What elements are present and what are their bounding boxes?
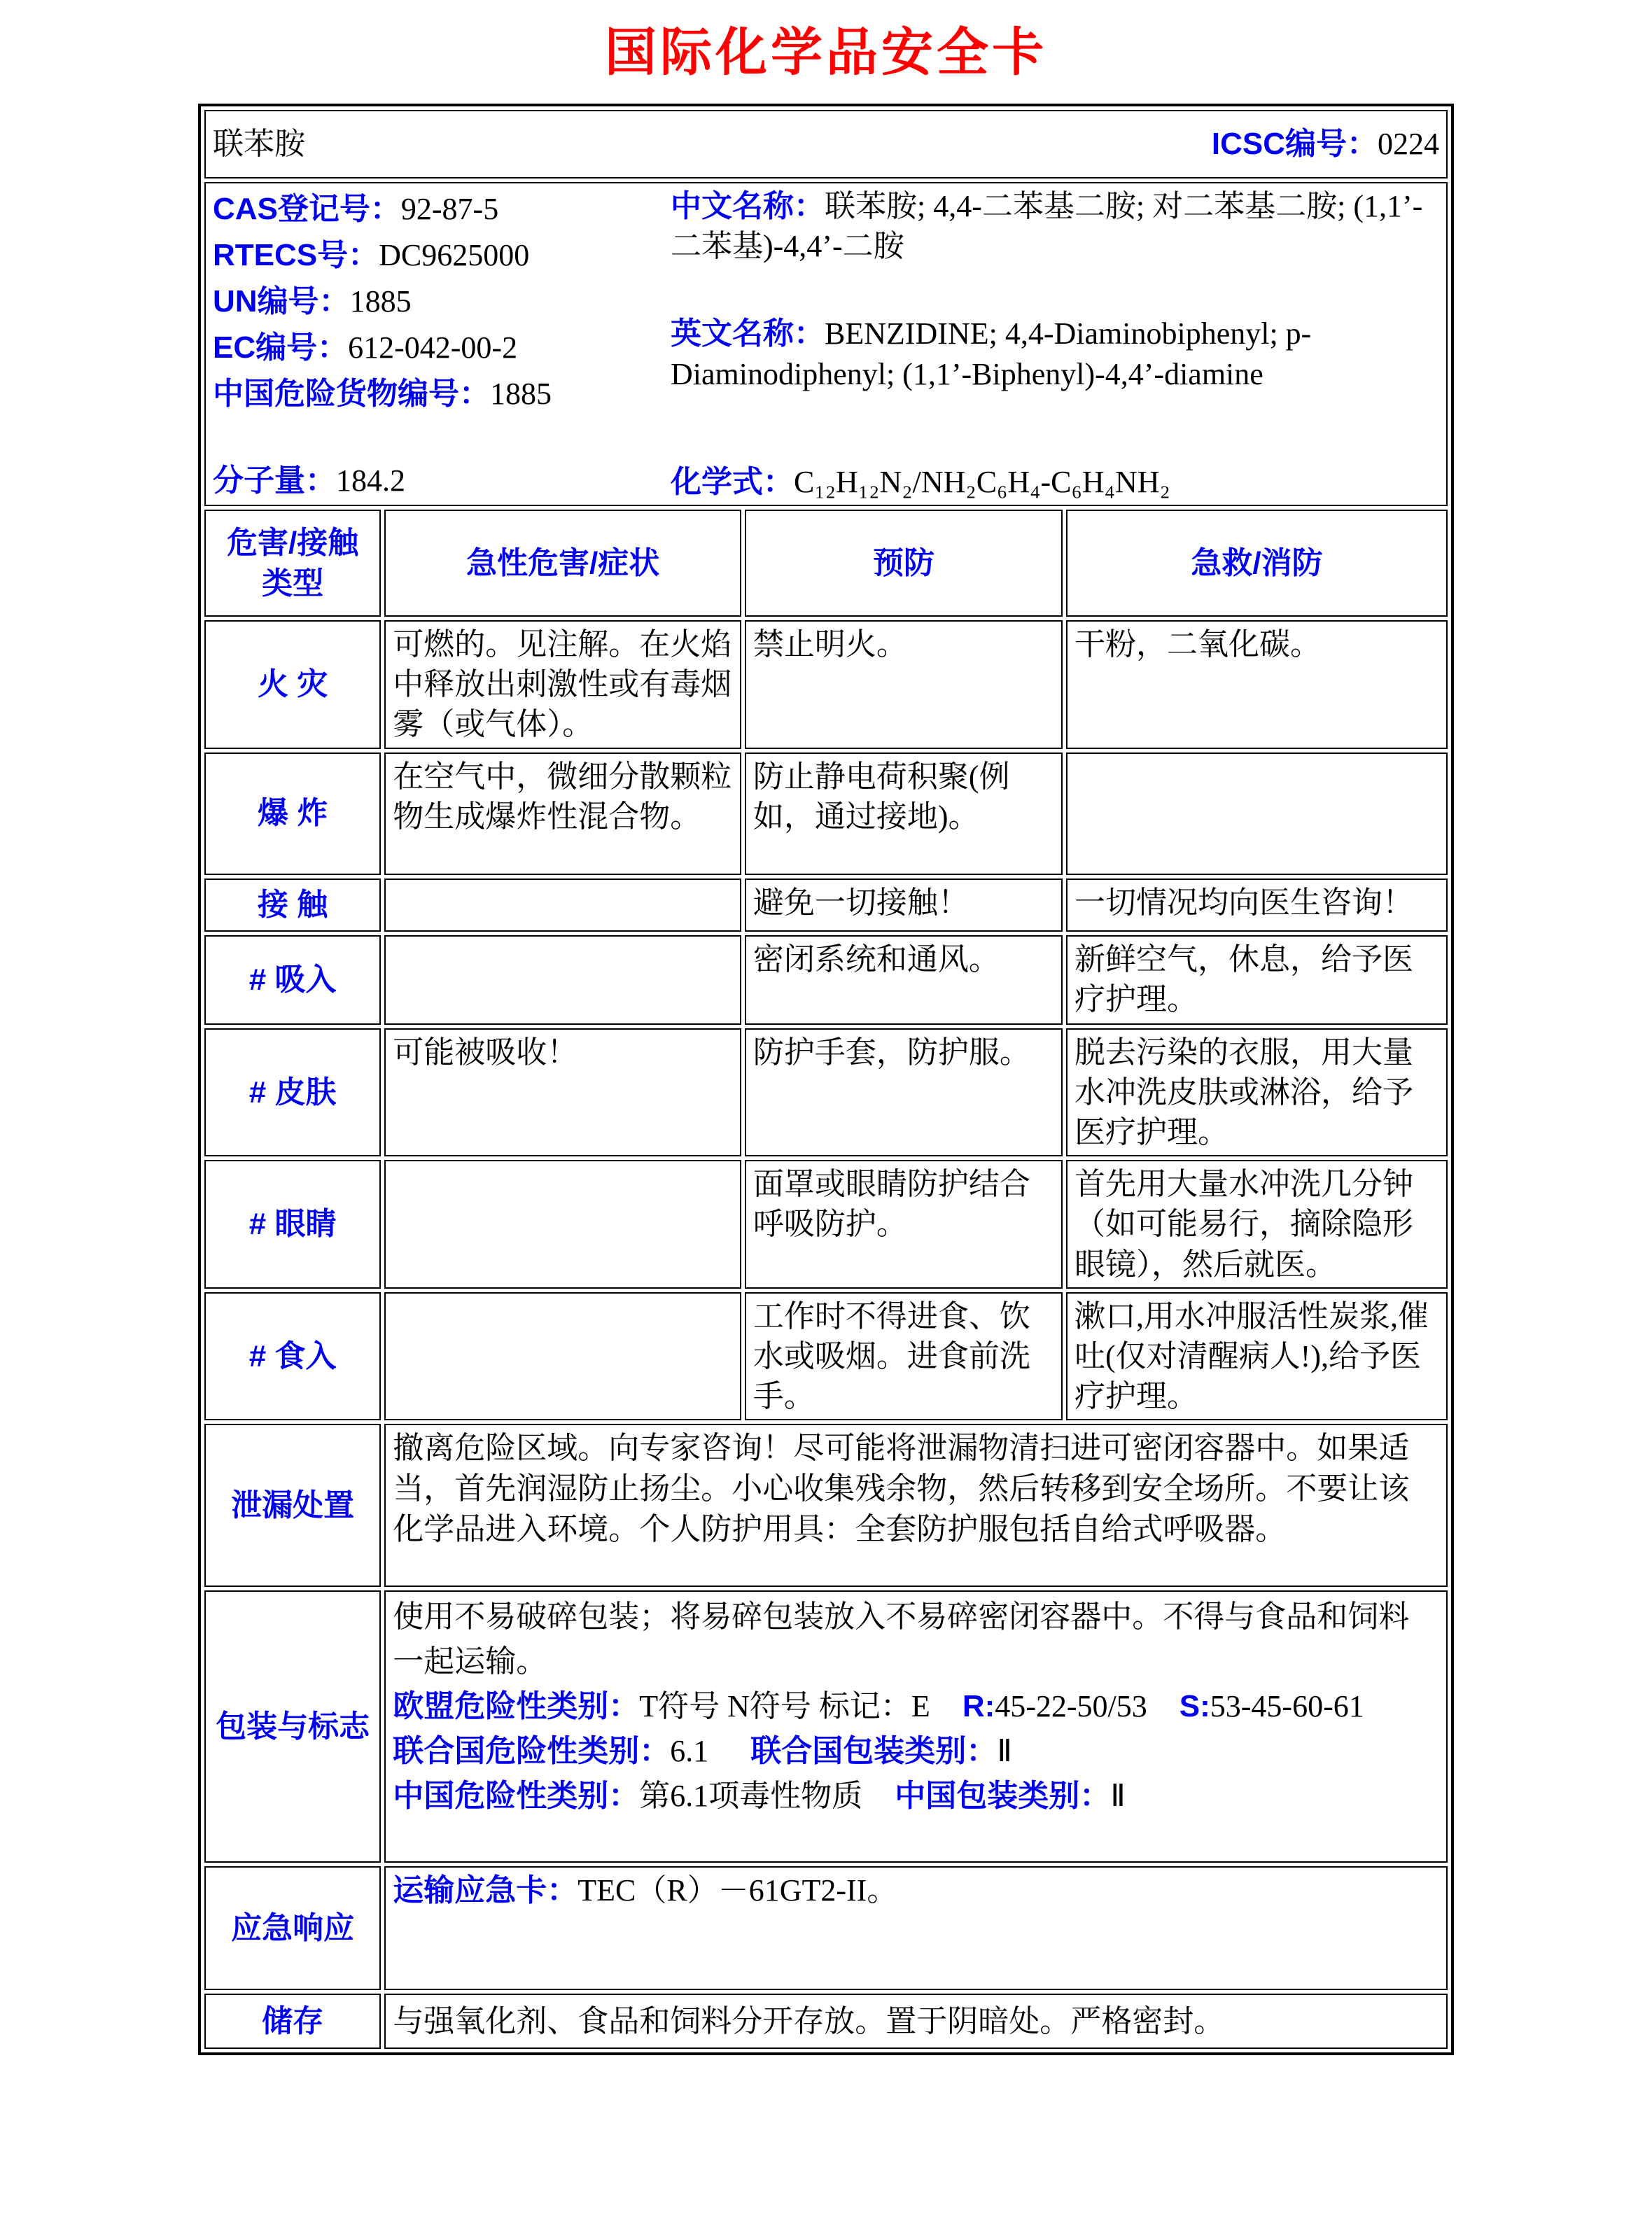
identification-row (204, 182, 1448, 506)
un-value: 1885 (349, 284, 412, 318)
cn-class-line (393, 1774, 1439, 1819)
china-dg-label: 中国危险货物编号： (213, 377, 490, 411)
molecular-weight-value: 184.2 (336, 463, 405, 498)
symptoms-cell (384, 1292, 741, 1421)
transport-card-value: TEC（R）－61GT2-II。 (578, 1873, 898, 1908)
first-aid-cell (1066, 752, 1448, 875)
english-name-value: BENZIDINE; 4,4-Diaminobiphenyl; p-Diaminodiphenyl; (1,1’-Biphenyl)-4,4’-diamine (671, 316, 1312, 391)
hazard-row-inhalation (204, 935, 1448, 1025)
prevention-cell: 避免一切接触！ (745, 878, 1063, 932)
hazard-row-explosion (204, 752, 1448, 875)
registry-line-china (213, 371, 668, 417)
china-dg-value: 1885 (490, 377, 552, 411)
symptoms-cell: 在空气中，微细分散颗粒物生成爆炸性混合物。 (384, 752, 741, 875)
first-aid-cell: 干粉，二氧化碳。 (1066, 620, 1448, 749)
prevention-cell: 防止静电荷积聚(例如，通过接地)。 (745, 752, 1063, 875)
first-aid-cell: 新鲜空气，休息，给予医疗护理。 (1066, 935, 1448, 1025)
formula-line (671, 462, 1439, 502)
symptoms-cell (384, 878, 741, 932)
hazard-header-prevention: 预防 (745, 510, 1063, 617)
icsc-number-group (1212, 124, 1439, 164)
symptoms-cell: 可燃的。见注解。在火焰中释放出刺激性或有毒烟雾（或气体）。 (384, 620, 741, 749)
hazard-header-symptoms: 急性危害/症状 (384, 510, 741, 617)
un-pack-label: 联合国包装类别： (750, 1734, 997, 1769)
emergency-section-row (204, 1866, 1448, 1990)
substance-name: 联苯胺 (213, 127, 305, 162)
ec-label: EC编号： (213, 330, 349, 365)
card-header-row (204, 110, 1448, 178)
emergency-content (384, 1866, 1448, 1990)
transport-card-label: 运输应急卡： (393, 1873, 578, 1908)
page-title: 国际化学品安全卡 (605, 23, 1047, 81)
english-name-label: 英文名称： (671, 316, 825, 351)
prevention-cell: 禁止明火。 (745, 620, 1063, 749)
icsc-number: 0224 (1378, 127, 1439, 162)
un-class-label: 联合国危险性类别： (393, 1734, 671, 1769)
registry-line-cas (213, 186, 668, 232)
eu-class-value: T符号 N符号 标记：E (639, 1689, 930, 1724)
spill-section-label: 泄漏处置 (204, 1424, 381, 1587)
symptoms-cell (384, 1160, 741, 1289)
names-column (668, 186, 1439, 502)
un-label: UN编号： (213, 284, 350, 318)
storage-section-label: 储存 (204, 1994, 381, 2049)
hazard-header-first-aid: 急救/消防 (1066, 510, 1448, 617)
hazard-row-skin (204, 1028, 1448, 1157)
english-name-line (671, 314, 1439, 393)
hazard-type-label: # 眼睛 (204, 1160, 381, 1289)
prevention-cell: 密闭系统和通风。 (745, 935, 1063, 1025)
molecular-weight-line (213, 460, 668, 502)
icsc-page (0, 11, 1652, 2219)
registry-line-rtecs (213, 232, 668, 279)
formula-label: 化学式： (671, 464, 794, 499)
hazard-row-eyes (204, 1160, 1448, 1289)
first-aid-cell: 漱口,用水冲服活性炭浆,催吐(仅对清醒病人!),给予医疗护理。 (1066, 1292, 1448, 1421)
packaging-section-label: 包装与标志 (204, 1590, 381, 1863)
cn-pack-value: Ⅱ (1110, 1779, 1126, 1814)
molecular-weight-label: 分子量： (213, 463, 336, 498)
un-class-value: 6.1 (670, 1734, 709, 1769)
spill-section-row (204, 1424, 1448, 1587)
hazard-type-label: # 吸入 (204, 935, 381, 1025)
chinese-name-value: 联苯胺; 4,4-二苯基二胺; 对二苯基二胺; (1,1’-二苯基)-4,4’-二胺 (671, 189, 1423, 264)
emergency-section-label: 应急响应 (204, 1866, 381, 1990)
symptoms-cell: 可能被吸收！ (384, 1028, 741, 1157)
safety-card-table (198, 104, 1454, 2055)
symptoms-cell (384, 935, 741, 1025)
packaging-content (384, 1590, 1448, 1863)
hazard-header-row (204, 510, 1448, 617)
cn-pack-label: 中国包装类别： (895, 1779, 1111, 1814)
hazard-row-ingestion (204, 1292, 1448, 1421)
rtecs-value: DC9625000 (379, 238, 530, 272)
ec-value: 612-042-00-2 (348, 330, 518, 365)
icsc-label: ICSC编号： (1211, 127, 1378, 162)
r-phrase-label: R: (962, 1689, 995, 1724)
chinese-name-label: 中文名称： (671, 189, 825, 223)
cas-value: 92-87-5 (400, 192, 499, 226)
eu-hazard-line (393, 1684, 1439, 1729)
prevention-cell: 防护手套，防护服。 (745, 1028, 1063, 1157)
prevention-cell: 面罩或眼睛防护结合呼吸防护。 (745, 1160, 1063, 1289)
storage-text: 与强氧化剂、食品和饲料分开存放。置于阴暗处。严格密封。 (384, 1994, 1448, 2049)
s-phrase-label: S: (1179, 1689, 1210, 1724)
first-aid-cell: 一切情况均向医生咨询！ (1066, 878, 1448, 932)
hazard-header-type: 危害/接触 类型 (204, 510, 381, 617)
hazard-row-contact (204, 878, 1448, 932)
identification-cell (204, 182, 1448, 506)
card-header-cell (204, 110, 1448, 178)
un-class-line (393, 1729, 1439, 1774)
cn-class-value: 第6.1项毒性物质 (639, 1779, 863, 1814)
hazard-type-label: # 皮肤 (204, 1028, 381, 1157)
registry-column (213, 186, 668, 502)
first-aid-cell: 首先用大量水冲洗几分钟（如可能易行，摘除隐形眼镜），然后就医。 (1066, 1160, 1448, 1289)
registry-line-ec (213, 325, 668, 371)
s-phrase-value: 53-45-60-61 (1210, 1689, 1364, 1724)
hazard-type-label: 接 触 (204, 878, 381, 932)
hazard-type-label: 爆 炸 (204, 752, 381, 875)
packaging-section-row (204, 1590, 1448, 1863)
r-phrase-value: 45-22-50/53 (995, 1689, 1147, 1724)
packaging-note: 使用不易破碎包装；将易碎包装放入不易碎密闭容器中。不得与食品和饲料一起运输。 (393, 1600, 1410, 1679)
formula-value: C₁₂H₁₂N₂/NH₂C₆H₄-C₆H₄NH₂ (794, 464, 1170, 499)
spill-text: 撤离危险区域。向专家咨询！尽可能将泄漏物清扫进可密闭容器中。如果适当，首先润湿防止扬尘。小心收集残余物，然后转移到安全场所。不要让该化学品进入环境。个人防护用具：全套防护服包括自给式呼吸器。 (384, 1424, 1448, 1587)
registry-line-un (213, 279, 668, 325)
un-pack-value: Ⅱ (997, 1734, 1012, 1769)
first-aid-cell: 脱去污染的衣服，用大量水冲洗皮肤或淋浴，给予医疗护理。 (1066, 1028, 1448, 1157)
hazard-type-label: # 食入 (204, 1292, 381, 1421)
cn-class-label: 中国危险性类别： (393, 1779, 640, 1814)
rtecs-label: RTECS号： (213, 238, 379, 272)
cas-label: CAS登记号： (213, 192, 401, 226)
prevention-cell: 工作时不得进食、饮水或吸烟。进食前洗手。 (745, 1292, 1063, 1421)
chinese-name-line (671, 186, 1439, 266)
storage-section-row (204, 1994, 1448, 2049)
hazard-type-label: 火 灾 (204, 620, 381, 749)
hazard-row-fire (204, 620, 1448, 749)
eu-class-label: 欧盟危险性类别： (393, 1689, 640, 1724)
